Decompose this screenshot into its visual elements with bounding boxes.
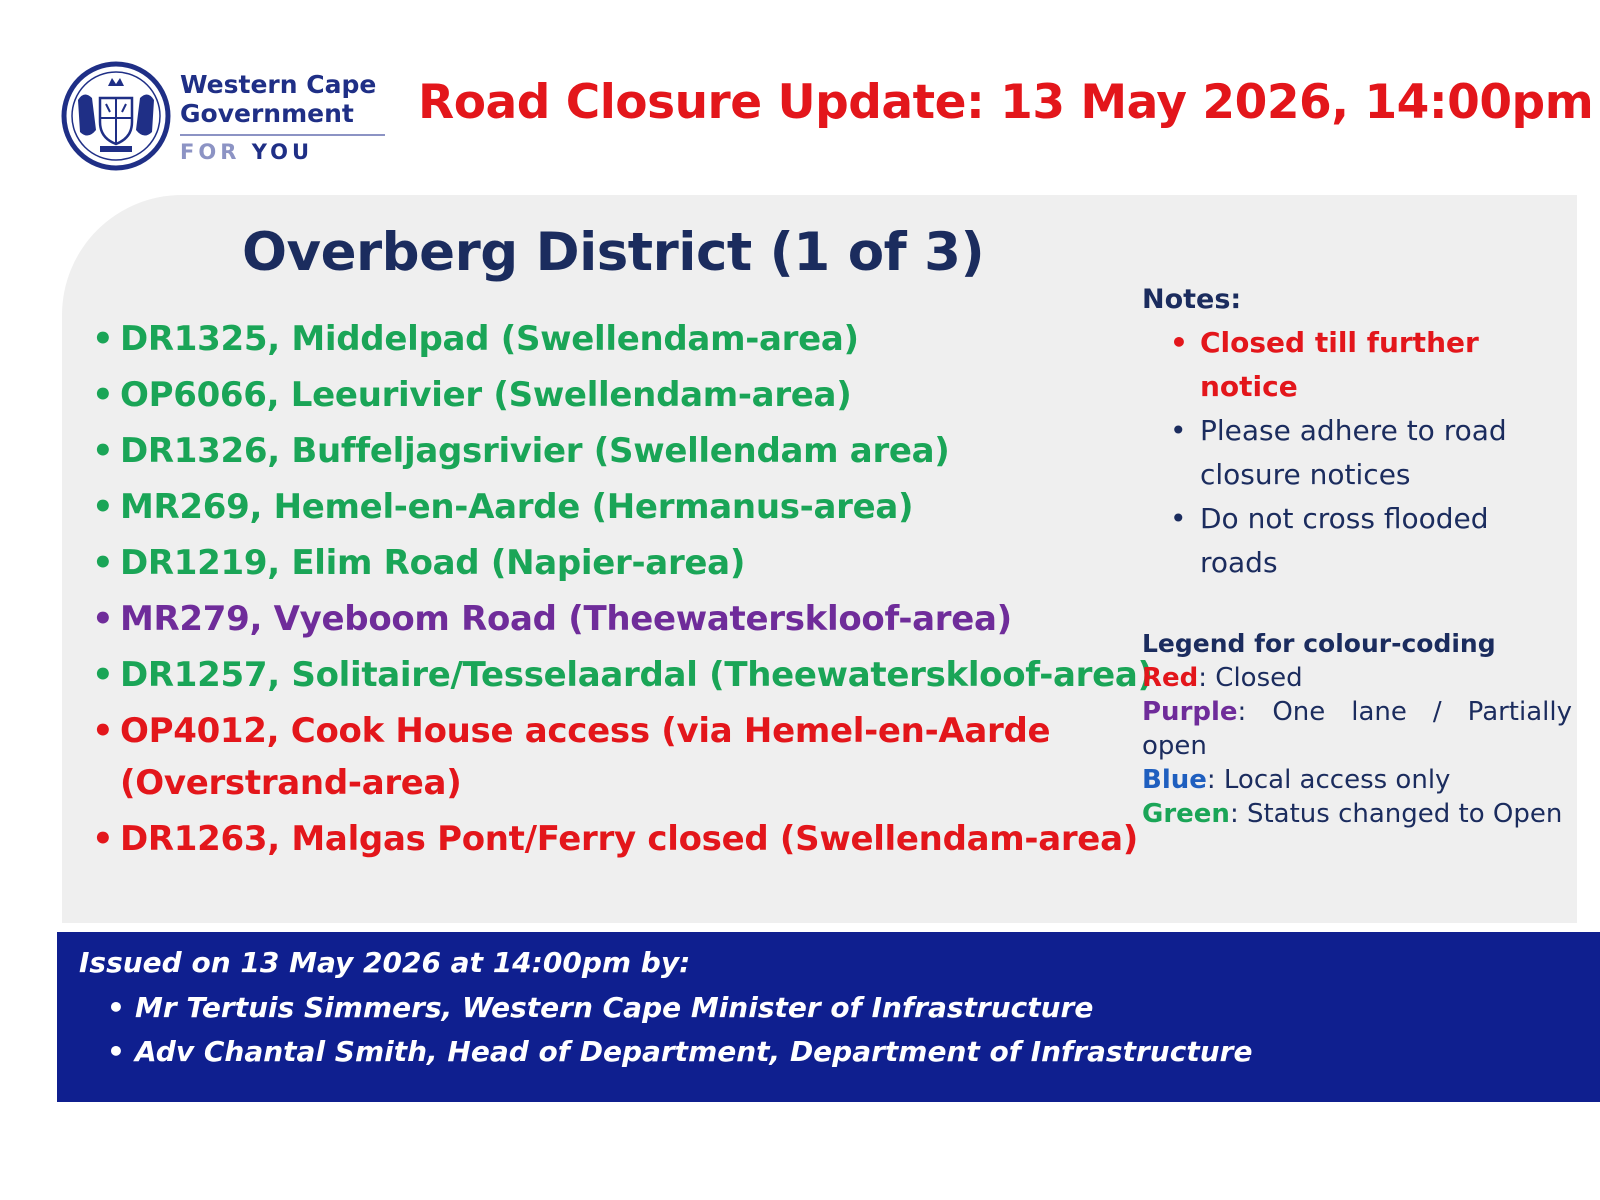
bullet-icon: • xyxy=(1170,502,1187,535)
legend-key: Red xyxy=(1142,663,1199,693)
road-item-text: DR1263, Malgas Pont/Ferry closed (Swellendam-area) xyxy=(120,819,1138,859)
logo-tagline-you: YOU xyxy=(251,140,314,164)
issuer-text: Mr Tertuis Simmers, Western Cape Minister of Infrastructure xyxy=(135,991,1094,1024)
issued-line: Issued on 13 May 2026 at 14:00pm by: xyxy=(79,946,691,979)
legend-sep: : xyxy=(1198,663,1216,693)
district-title: Overberg District (1 of 3) xyxy=(242,222,985,283)
legend-section xyxy=(1142,627,1572,831)
bullet-icon: • xyxy=(92,431,114,471)
notes-list xyxy=(1142,321,1572,585)
road-item xyxy=(92,369,1172,421)
road-item xyxy=(92,425,1172,477)
legend-key: Green xyxy=(1142,799,1230,829)
legend-desc: Status changed to Open xyxy=(1246,799,1563,829)
coat-of-arms-icon xyxy=(60,60,172,172)
legend-row-blue xyxy=(1142,763,1572,797)
bullet-icon: • xyxy=(92,711,114,751)
road-item xyxy=(92,593,1172,645)
legend-sep: : xyxy=(1206,765,1224,795)
road-item-text: DR1325, Middelpad (Swellendam-area) xyxy=(120,319,859,359)
road-item xyxy=(92,705,1172,809)
road-item-text: DR1219, Elim Road (Napier-area) xyxy=(120,543,746,583)
note-item xyxy=(1142,409,1572,497)
government-logo xyxy=(60,60,390,175)
legend-key: Blue xyxy=(1142,765,1207,795)
road-item xyxy=(92,537,1172,589)
bullet-icon: • xyxy=(92,819,114,859)
bullet-icon: • xyxy=(92,655,114,695)
legend-row-purple xyxy=(1142,695,1572,763)
note-item xyxy=(1142,321,1572,409)
road-item xyxy=(92,481,1172,533)
road-item-text: DR1257, Solitaire/Tesselaardal (Theewaterskloof-area) xyxy=(120,655,1153,695)
bullet-icon: • xyxy=(1170,414,1187,447)
page-headline: Road Closure Update: 13 May 2026, 14:00pm xyxy=(418,75,1594,130)
bullet-icon: • xyxy=(1170,326,1188,359)
note-item-text: Please adhere to road closure notices xyxy=(1200,414,1507,491)
logo-divider xyxy=(180,134,385,136)
bullet-icon: • xyxy=(107,1035,125,1068)
logo-text-western-cape: Western Cape xyxy=(180,70,377,99)
bullet-icon: • xyxy=(92,599,114,639)
note-item xyxy=(1142,497,1572,585)
issuer-text: Adv Chantal Smith, Head of Department, Department of Infrastructure xyxy=(135,1035,1253,1068)
bullet-icon: • xyxy=(92,319,114,359)
legend-desc: Local access only xyxy=(1223,765,1451,795)
legend-desc: Closed xyxy=(1215,663,1303,693)
legend-row-red xyxy=(1142,661,1572,695)
bullet-icon: • xyxy=(92,375,114,415)
bullet-icon: • xyxy=(92,543,114,583)
note-item-text: Closed till further notice xyxy=(1200,326,1479,403)
road-item-text: DR1326, Buffeljagsrivier (Swellendam area) xyxy=(120,431,950,471)
legend-key: Purple xyxy=(1142,697,1238,727)
road-item xyxy=(92,649,1172,701)
issuer-list xyxy=(107,986,1252,1074)
bullet-icon: • xyxy=(92,487,114,527)
road-item-text: MR279, Vyeboom Road (Theewaterskloof-area) xyxy=(120,599,1012,639)
legend-sep: : xyxy=(1229,799,1247,829)
road-item-text: MR269, Hemel-en-Aarde (Hermanus-area) xyxy=(120,487,914,527)
notes-section xyxy=(1142,283,1572,585)
road-item-text: OP4012, Cook House access (via Hemel-en-Aarde (Overstrand-area) xyxy=(120,711,1051,803)
issuer-item xyxy=(107,1030,1252,1074)
legend-title: Legend for colour-coding xyxy=(1142,629,1496,658)
logo-tagline xyxy=(180,140,390,164)
legend-row-green xyxy=(1142,797,1572,831)
note-item-text: Do not cross flooded roads xyxy=(1200,502,1489,579)
legend-sep: : xyxy=(1237,697,1273,727)
content-panel xyxy=(62,195,1577,923)
logo-tagline-for: FOR xyxy=(180,140,241,164)
notes-title: Notes: xyxy=(1142,284,1242,315)
issuer-item xyxy=(107,986,1252,1030)
road-item-text: OP6066, Leeurivier (Swellendam-area) xyxy=(120,375,852,415)
issued-by-footer xyxy=(57,932,1600,1102)
bullet-icon: • xyxy=(107,991,125,1024)
road-item xyxy=(92,313,1172,365)
logo-text-government: Government xyxy=(180,99,354,128)
road-list xyxy=(92,313,1172,869)
legend-desc: One lane / Partially open xyxy=(1142,697,1572,761)
road-item xyxy=(92,813,1172,865)
